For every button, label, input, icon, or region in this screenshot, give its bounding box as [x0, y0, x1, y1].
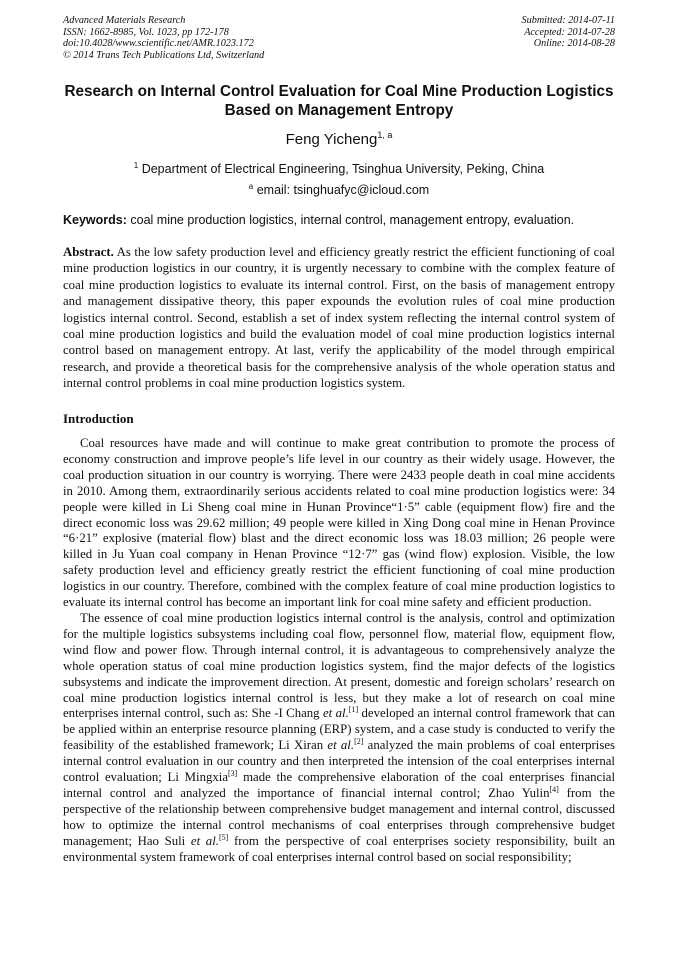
abstract-label: Abstract. — [63, 245, 114, 259]
author-sup: 1, a — [377, 130, 393, 140]
ref-5: [5] — [218, 832, 229, 842]
author — [63, 130, 615, 148]
p2-part-a: The essence of coal mine production logistics internal control is the analysis, control and optimization for the multiple logistics subsystems including coal flow, personnel flow, material flow, equipment flow, wind flow and power flow. Through internal control, it is advantageous to comprehensively analyze the whole operation status of coal mine production logistics system, find the major defects of the logistics subsystems and indicate the improvement direction. At present, domestic and foreign scholars’ research on coal mine production logistics internal control is less, but they make a lot of research on coal mine enterprises internal control, such as: She -I Chang — [63, 610, 615, 721]
copyright: © 2014 Trans Tech Publications Ltd, Switzerland — [63, 49, 265, 61]
keywords — [63, 213, 615, 227]
affiliation-email — [63, 178, 615, 199]
email-text: email: tsinghuafyc@icloud.com — [256, 183, 430, 197]
online-date: Online: 2014-08-28 — [533, 38, 615, 50]
paragraph-2 — [63, 611, 615, 866]
paper-title: Research on Internal Control Evaluation for Coal Mine Production Logistics Based on Management Entropy — [64, 83, 614, 119]
section-heading-introduction: Introduction — [63, 411, 134, 426]
keywords-text: coal mine production logistics, internal control, management entropy, evaluation. — [130, 213, 575, 227]
p2-part-c: analyzed the main problems of coal enterprises internal control evaluation in our country and then interpreted the intension of the coal enterprises internal control evaluation; Li Mingxia — [63, 738, 615, 785]
issn: ISSN: 1662-8985, Vol. 1023, pp 172-178 — [63, 26, 229, 38]
affil-sup-a: a — [248, 182, 254, 191]
p2-part-b: developed an internal control framework that can be applied within an enterprise resource planning (ERP) system, and a case study is conducted to verify the feasibility of the established framework; Li Xiran — [63, 706, 615, 753]
ref-2: [2] — [354, 737, 364, 747]
paragraph-1: Coal resources have made and will continue to make great contribution to promote the process of economy construction and improve people’s life level in our country as their widely usage. However, the coal production situation in our country is worrying. There were 2433 people death in coal mine accidents in 2010. Among them, extraordinarily serious accidents related to coal mine production logistics were: 34 people were killed in Li Sheng coal mine in Hunan Province“1·5” cable (equipment flow) fire and the direct economic loss was 29.62 million; 49 people were killed in Xing Dong coal mine in Henan Province “6·21” explosive (material flow) blast and the direct economic loss was 18.03 million; 26 people were killed in Ju Yuan coal company in Henan Province “12·7” gas (wind flow) explosion. Visible, the low safety production level and efficiency greatly restrict the efficient functioning of coal mine production logistics in our country. Therefore, combined with the complex feature of coal mine production logistics to evaluate its internal control has become an important link for coal mine safety and efficient production. — [63, 436, 615, 610]
affiliation-dept — [63, 157, 615, 178]
affil-sup-1: 1 — [133, 161, 139, 170]
p2-part-d: made the comprehensive elaboration of the coal enterprises financial internal control and analyzed the importance of financial internal control; Zhao Yulin — [63, 770, 616, 800]
dates-info — [522, 15, 615, 50]
journal-name: Advanced Materials Research — [63, 15, 186, 26]
introduction-body — [63, 436, 615, 865]
accepted-date: Accepted: 2014-07-28 — [524, 26, 615, 38]
affiliation — [63, 157, 615, 199]
et-al: et al. — [190, 833, 219, 848]
doi: doi:10.4028/www.scientific.net/AMR.1023.172 — [63, 38, 254, 50]
p2-part-f: from the perspective of coal enterprises society responsibility, built an environmental system framework of coal enterprises internal control based on social responsibility; — [63, 833, 615, 864]
et-al: et al. — [327, 738, 355, 753]
ref-3: [3] — [228, 769, 238, 779]
ref-1: [1] — [348, 705, 359, 715]
ref-4: [4] — [549, 784, 559, 794]
abstract — [63, 244, 615, 392]
submitted-date: Submitted: 2014-07-11 — [521, 15, 615, 26]
p2-part-e: from the perspective of the relationship between comprehensive budget management and internal control, discussed how to optimize the internal control mechanisms of coal enterprises through comprehensive budget management; Hao Suli — [63, 785, 615, 848]
dept-text: Department of Electrical Engineering, Tsinghua University, Peking, China — [141, 162, 545, 176]
keywords-label: Keywords: — [63, 213, 127, 227]
abstract-text: As the low safety production level and efficiency greatly restrict the efficient functioning of coal mine production logistics in our country, it is urgently necessary to combine with the complex feature of coal mine production logistics to evaluate its internal control. First, on the basis of management entropy and management dissipative theory, this paper expounds the evolution rules of coal mine production logistics internal control. Second, establish a set of index system reflecting the internal control system of coal mine production logistics and build the evaluation model of coal mine production logistics internal control based on management entropy. At last, verify the applicability of the model through empirical research, and provide a theoretical basis for the comprehensive analysis of the whole operation status and internal control problems in coal mine production logistics system. — [63, 245, 615, 391]
journal-info — [63, 15, 264, 61]
author-name: Feng Yicheng — [285, 131, 378, 148]
et-al: et al. — [322, 706, 349, 721]
